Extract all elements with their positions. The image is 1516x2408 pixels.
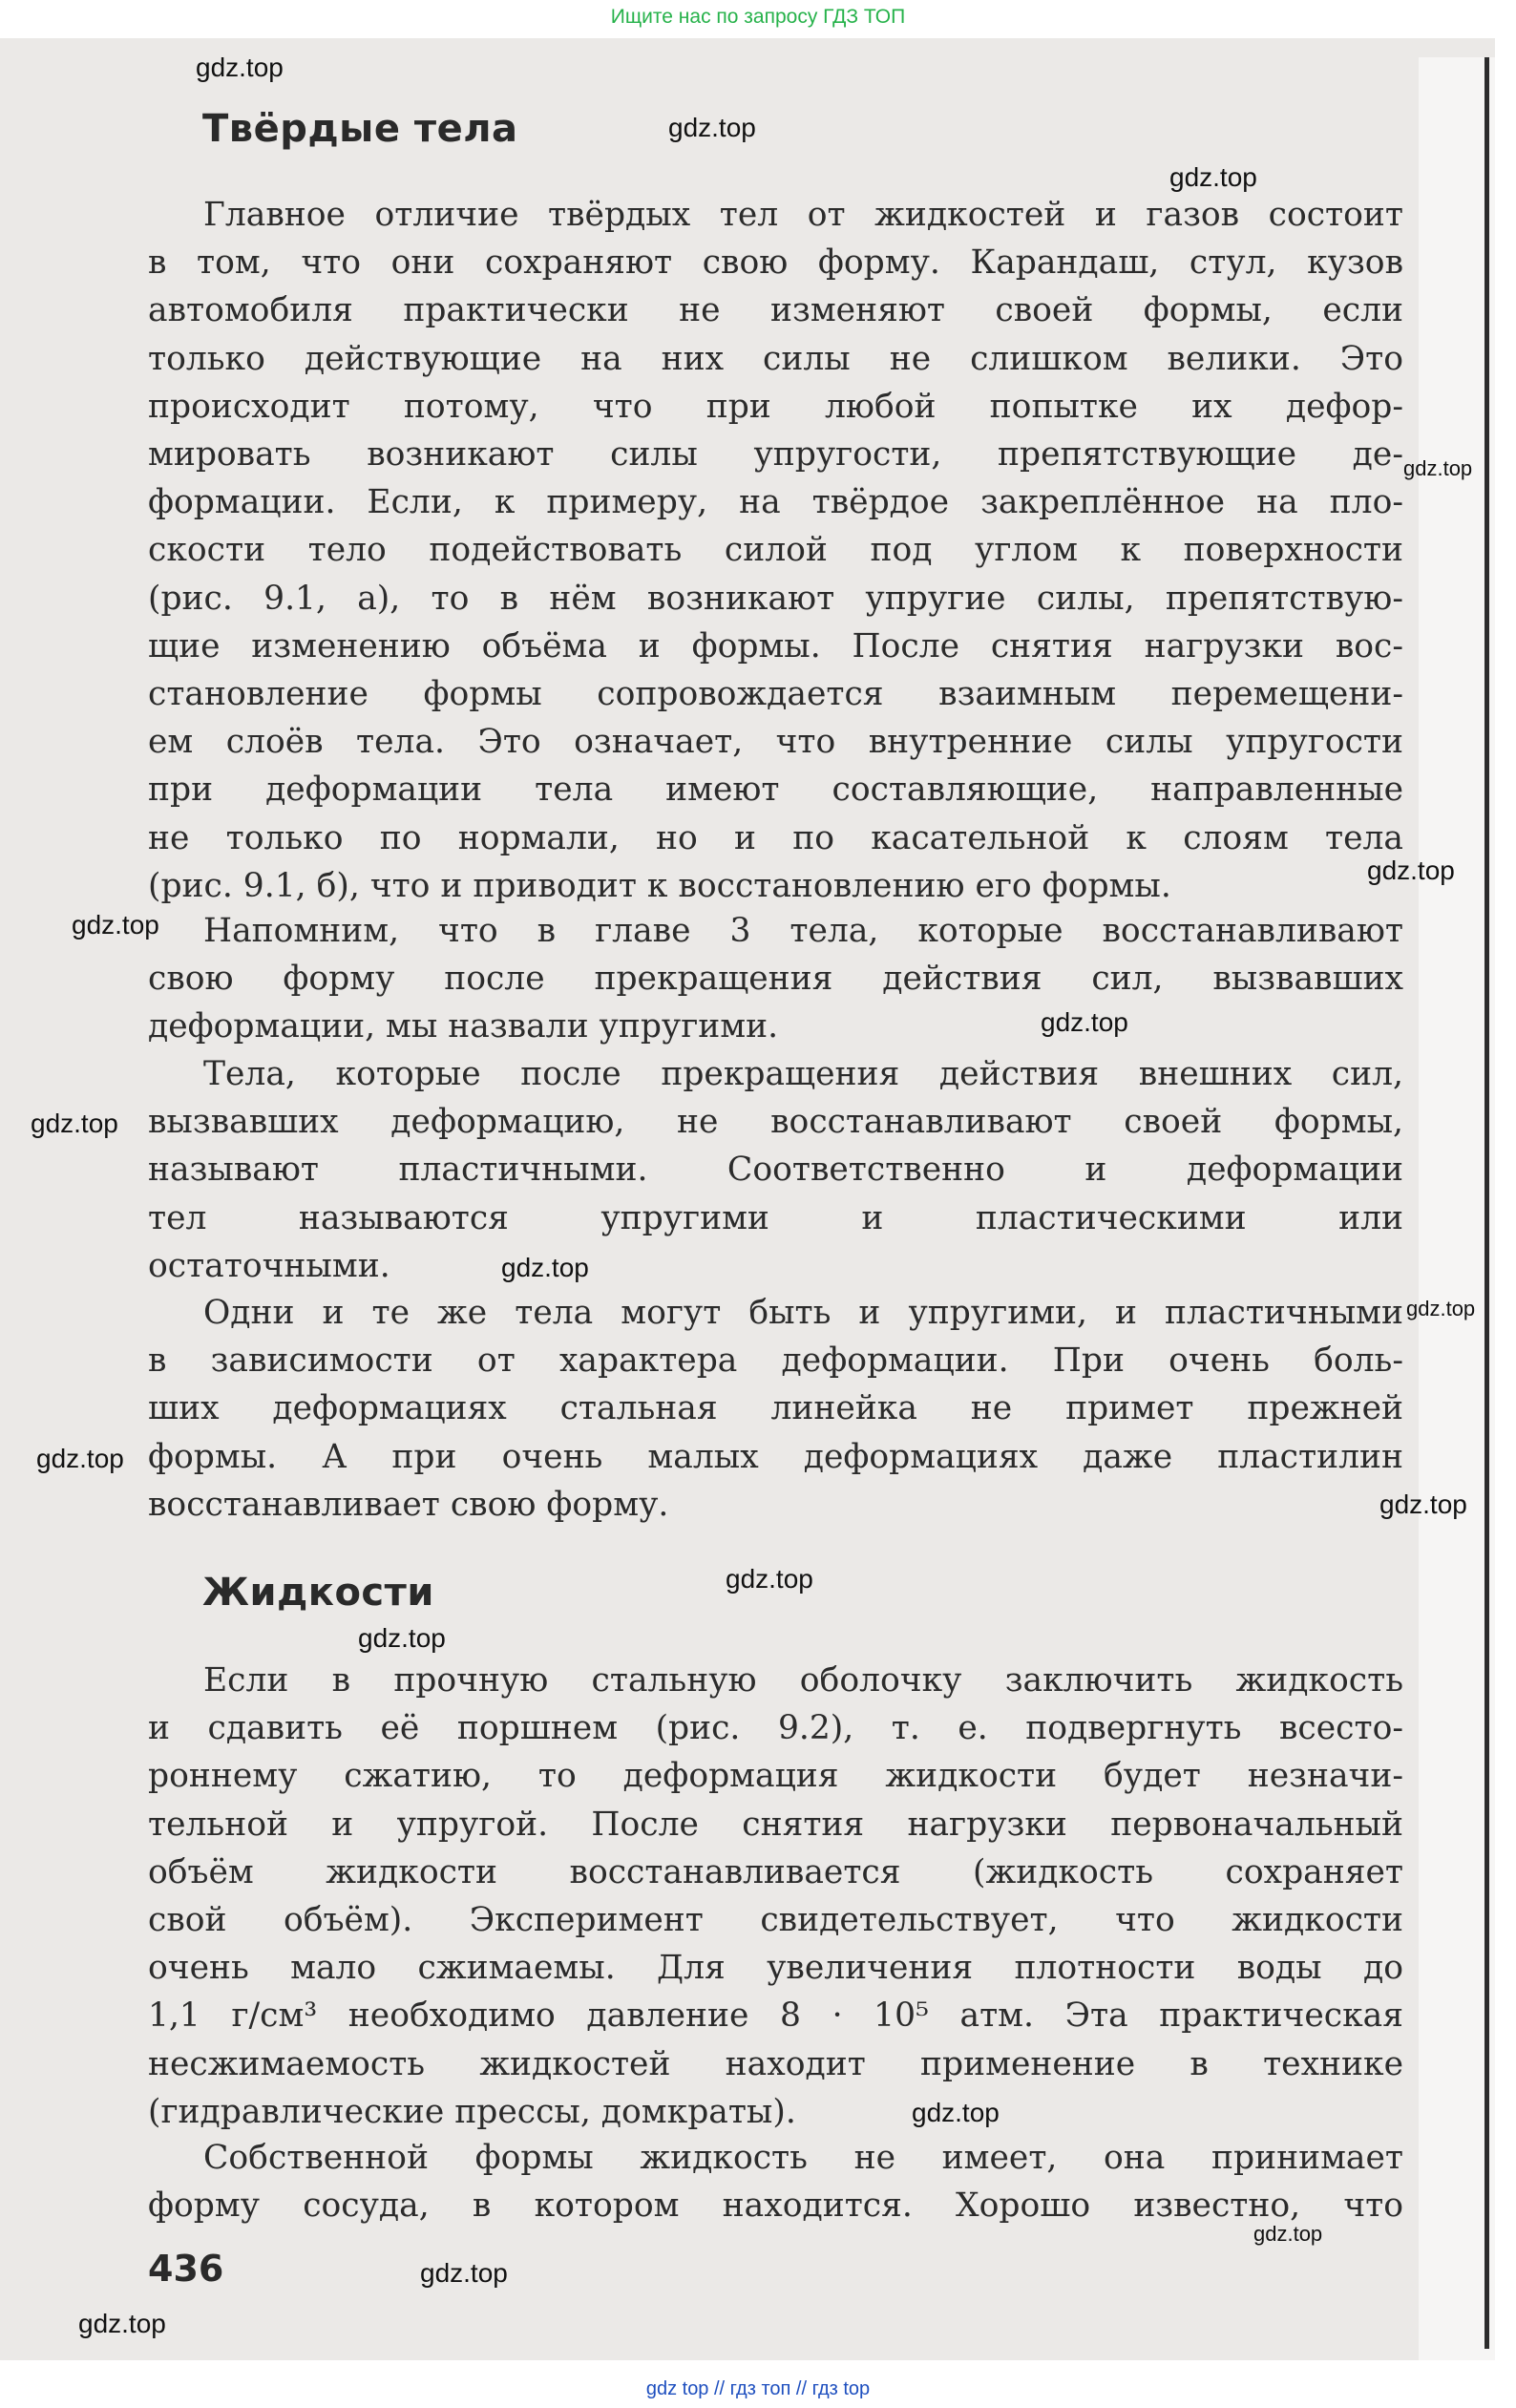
footer-links[interactable]: gdz top // гдз топ // гдз top — [645, 2378, 871, 2399]
paragraph-solids-1: Главное отличие твёрдых тел от жидкостей и газов состоит в том, что они сохраняют свою форму. Карандаш, стул, кузов автомобиля практически не изменяют своей формы, если только действующие на них силы не слишком велики. Это происходит потому, что при любой попытке их дефор- мировать возникают силы упругости, препятствующие де- формации. Если, к примеру, на твёрдое закреплённое на пло- скости тело подействовать силой под углом к поверхности (рис. 9.1, а), то в нём возникают упругие силы, препятствую- щие изменению объёма и формы. После снятия нагрузки вос- становление формы сопровождается взаимным перемещени- ем слоёв тела. Это означает, что внутренние силы упругости при деформации тела имеют составляющие, направленные не только по нормали, но и по касательной к слоям тела (рис. 9.1, б), что и приводит к восстановлению его формы. — [148, 196, 1403, 905]
watermark[interactable]: gdz.top — [668, 113, 756, 142]
paragraph-solids-4: Одни и те же тела могут быть и упругими, и пластичными в зависимости от характера деформации. При очень боль- ших деформациях стальная линейка не примет прежней формы. А при очень малых деформациях даже пластилин восстанавливает свою форму. — [148, 1294, 1403, 1524]
watermark[interactable]: gdz.top — [1041, 1007, 1128, 1037]
watermark[interactable]: gdz.top — [501, 1253, 589, 1282]
watermark[interactable]: gdz.top — [1367, 855, 1455, 885]
watermark[interactable]: gdz.top — [1379, 1489, 1467, 1519]
page-binding-edge — [1484, 57, 1489, 2349]
watermark[interactable]: gdz.top — [912, 2098, 1000, 2127]
paragraph-liquids-2: Собственной формы жидкость не имеет, она принимает форму сосуда, в котором находится. Хорошо известно, что — [148, 2139, 1403, 2226]
paragraph-solids-2: Напомним, что в главе 3 тела, которые восстанавливают свою форму после прекращения действия сил, вызвавших деформации, мы назвали упругими. — [148, 912, 1403, 1046]
section-heading-liquids: Жидкости — [202, 1571, 434, 1615]
paragraph-solids-3: Тела, которые после прекращения действия внешних сил, вызвавших деформацию, не восстанавливают своей формы, называют пластичными. Соответственно и деформации тел называются упругими и пластическими или остаточными. — [148, 1055, 1403, 1285]
watermark[interactable]: gdz.top — [196, 53, 284, 82]
watermark[interactable]: gdz.top — [420, 2258, 508, 2288]
paragraph-liquids-1: Если в прочную стальную оболочку заключить жидкость и сдавить её поршнем (рис. 9.2), т. е. подвергнуть всесто- роннему сжатию, то деформация жидкости будет незначи- тельной и упругой. После снятия нагрузки первоначальный объём жидкости восстанавливается (жидкость сохраняет свой объём). Эксперимент свидетельствует, что жидкости очень мало сжимаемы. Для увеличения плотности воды до 1,1 г/см³ необходимо давление 8 · 10⁵ атм. Эта практическая несжимаемость жидкостей находит применение в технике (гидравлические прессы, домкраты). — [148, 1661, 1403, 2131]
watermark[interactable]: gdz.top — [36, 1444, 124, 1473]
watermark[interactable]: gdz.top — [72, 910, 159, 940]
page-number: 436 — [148, 2248, 224, 2290]
watermark[interactable]: gdz.top — [358, 1623, 446, 1653]
watermark[interactable]: gdz.top — [1253, 2222, 1323, 2246]
page-right-margin — [1419, 57, 1495, 2360]
watermark[interactable]: gdz.top — [78, 2309, 166, 2338]
watermark[interactable]: gdz.top — [726, 1564, 813, 1594]
watermark[interactable]: gdz.top — [1169, 162, 1257, 192]
section-heading-solids: Твёрдые тела — [202, 107, 518, 151]
watermark[interactable]: gdz.top — [31, 1109, 118, 1138]
watermark[interactable]: gdz.top — [1406, 1297, 1476, 1320]
top-banner[interactable]: Ищите нас по запросу ГДЗ ТОП — [610, 6, 906, 28]
watermark[interactable]: gdz.top — [1403, 456, 1473, 480]
